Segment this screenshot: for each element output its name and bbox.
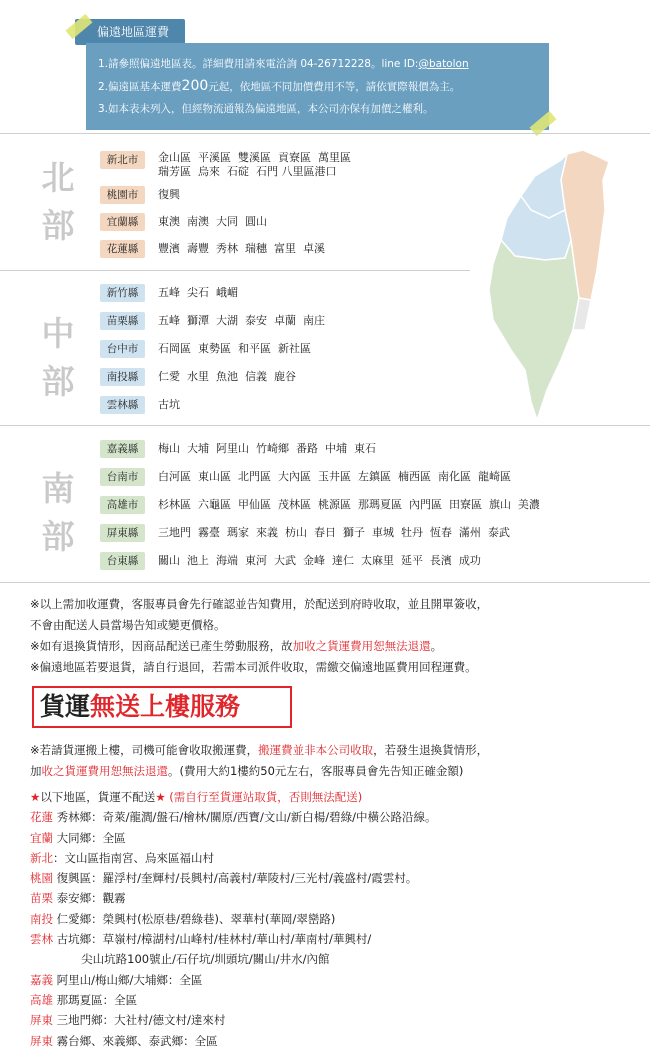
- city-badge: 台東縣: [100, 552, 145, 570]
- region-row: [100, 151, 351, 179]
- notice-box: [86, 43, 549, 130]
- region-row: [100, 468, 511, 486]
- city-badge: 高雄市: [100, 496, 145, 514]
- town-list: 東澳 南澳 大同 圓山: [158, 215, 267, 228]
- town-list: 五峰 獅潭 大湖 泰安 卓蘭 南庄: [158, 314, 325, 327]
- no-upstairs-banner: 貨運無送上樓服務: [32, 686, 292, 728]
- town-list: 復興: [158, 188, 180, 201]
- city-badge: 南投縣: [100, 368, 145, 386]
- region-row: [100, 524, 510, 542]
- list-item: 屏東 三地門鄉：大社村/德文村/達來村: [30, 1013, 226, 1028]
- region-row: [100, 312, 325, 330]
- no-delivery-list: [30, 787, 437, 1051]
- list-item: 嘉義 阿里山/梅山鄉/大埔鄉：全區: [30, 972, 203, 987]
- town-list: 仁愛 水里 魚池 信義 鹿谷: [158, 370, 296, 383]
- line-id: @batolon: [418, 58, 469, 70]
- list-item: 花蓮 秀林鄉：奇萊/龍澗/盤石/檜林/關原/西寶/文山/新白楊/碧綠/中橫公路沿線。: [30, 810, 437, 825]
- region-row: [100, 552, 481, 570]
- taiwan-map: [475, 140, 625, 430]
- region-name-central: 中 部: [41, 314, 75, 401]
- town-list: 杉林區 六龜區 甲仙區 茂林區 桃源區 那瑪夏區 內門區 田寮區 旗山 美濃: [158, 498, 540, 511]
- map-south: [489, 240, 579, 420]
- town-list: 五峰 尖石 峨嵋: [158, 286, 238, 299]
- note-2: ※如有退換貨情形，因商品配送已產生勞動服務，故加收之貨運費用恕無法退還。: [30, 639, 443, 653]
- region-row: [100, 240, 325, 258]
- list-item: 雲林 古坑鄉：草嶺村/樟湖村/山峰村/桂林村/華山村/華南村/華興村/: [30, 932, 372, 947]
- town-list: 金山區 平溪區 雙溪區 貢寮區 萬里區 瑞芳區 烏來 石碇 石門 八里區港口: [158, 151, 351, 178]
- note-1a: ※以上需加收運費，客服專員會先行確認並告知費用，於配送到府時收取，並且開單簽收，: [30, 597, 489, 611]
- region-row: [100, 340, 311, 358]
- notes-section: [30, 594, 488, 678]
- city-badge: 新北市: [100, 151, 145, 169]
- upstairs-note-a: ※若請貨運搬上樓，司機可能會收取搬運費，搬運費並非本公司收取，若發生退換貨情形，: [30, 743, 489, 757]
- city-badge: 屏東縣: [100, 524, 145, 542]
- list-item: 桃園 復興區：羅浮村/奎輝村/長興村/高義村/華陵村/三光村/義盛村/霞雲村。: [30, 871, 418, 886]
- city-badge: 台南市: [100, 468, 145, 486]
- city-badge: 桃園市: [100, 186, 145, 204]
- list-item: 苗栗 泰安鄉：觀霧: [30, 891, 126, 906]
- list-item: 尖山坑路100號止/石仔坑/圳頭坑/關山/井水/內館: [30, 952, 330, 967]
- city-badge: 花蓮縣: [100, 240, 145, 258]
- notice-tab: 偏遠地區運費: [75, 19, 185, 45]
- town-list: 古坑: [158, 398, 180, 411]
- region-name-south: 南 部: [41, 469, 75, 556]
- region-row: [100, 284, 238, 302]
- town-list: 梅山 大埔 阿里山 竹崎鄉 番路 中埔 東石: [158, 442, 376, 455]
- town-list: 三地門 霧臺 瑪家 來義 枋山 春日 獅子 車城 牡丹 恆春 滿州 泰武: [158, 526, 510, 539]
- divider: [0, 133, 650, 134]
- upstairs-notes: [30, 740, 488, 782]
- divider: [0, 425, 650, 426]
- list-item: 高雄 那瑪夏區：全區: [30, 992, 138, 1007]
- town-list: 石岡區 東勢區 和平區 新社區: [158, 342, 311, 355]
- region-name-north: 北 部: [41, 158, 75, 245]
- town-list: 關山 池上 海端 東河 大武 金峰 達仁 太麻里 延平 長濱 成功: [158, 554, 481, 567]
- list-item: 新北：文山區指南宮、烏來區福山村: [30, 850, 214, 865]
- region-row: [100, 496, 540, 514]
- city-badge: 雲林縣: [100, 396, 145, 414]
- region-row: [100, 186, 180, 204]
- list-item: 南投 仁愛鄉：榮興村(松原巷/碧綠巷)、翠華村(華岡/翠巒路): [30, 911, 336, 926]
- notice-line-1: 1.請參照偏遠地區表。詳細費用請來電洽詢 04-26712228。line ID:@batolon: [98, 58, 469, 70]
- list-item: 屏東 霧台鄉、來義鄉、泰武鄉：全區: [30, 1033, 218, 1048]
- notice-line-3: 3.如本表未列入，但經物流通報為偏遠地區，本公司亦保有加價之權利。: [98, 103, 434, 115]
- city-badge: 台中市: [100, 340, 145, 358]
- region-row: [100, 368, 296, 386]
- star-icon: ★: [30, 790, 41, 804]
- upstairs-note-b: 加收之貨運費用恕無法退還。(費用大約1樓約50元左右，客服專員會先告知正確金額): [30, 764, 464, 778]
- region-row: [100, 396, 180, 414]
- region-row: [100, 213, 267, 231]
- divider: [0, 270, 470, 271]
- note-3: ※偏遠地區若要退貨，請自行退回，若需本司派件收取，需繳交偏遠地區費用回程運費。: [30, 660, 477, 674]
- city-badge: 新竹縣: [100, 284, 145, 302]
- note-1b: 不會由配送人員當場告知或變更價格。: [30, 618, 226, 632]
- list-item: 宜蘭 大同鄉：全區: [30, 830, 126, 845]
- city-badge: 苗栗縣: [100, 312, 145, 330]
- city-badge: 宜蘭縣: [100, 213, 145, 231]
- notice-line-2: 2.偏遠區基本運費200元起，依地區不同加價費用不等，請依實際報價為主。: [98, 78, 461, 94]
- city-badge: 嘉義縣: [100, 440, 145, 458]
- region-row: [100, 440, 376, 458]
- list-header: ★以下地區，貨運不配送★ (需自行至貨運站取貨，否則無法配送): [30, 790, 363, 804]
- town-list: 豐濱 壽豐 秀林 瑞穗 富里 卓溪: [158, 242, 325, 255]
- town-list: 白河區 東山區 北門區 大內區 玉井區 左鎮區 楠西區 南化區 龍崎區: [158, 470, 511, 483]
- divider: [0, 582, 650, 583]
